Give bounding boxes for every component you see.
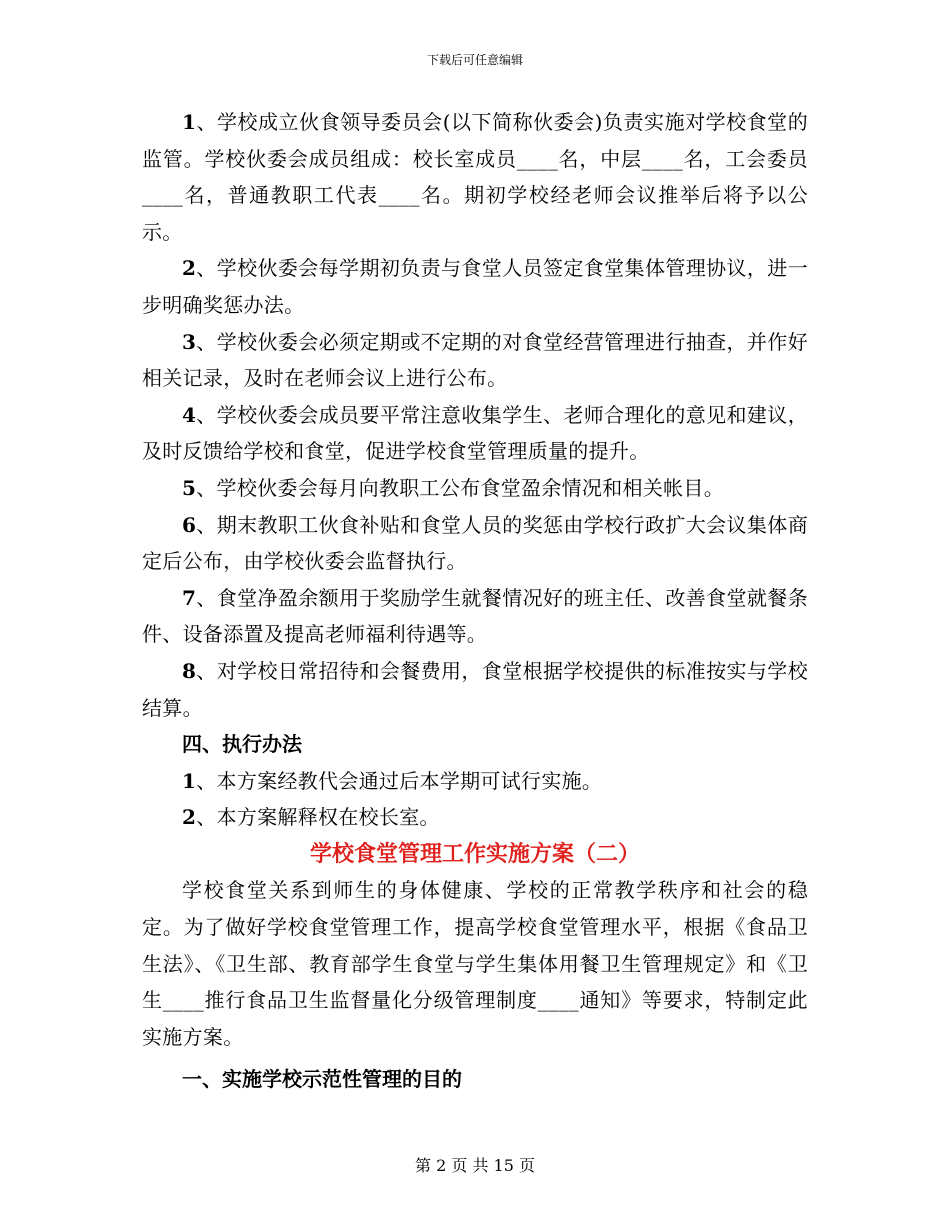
item-text: 、学校伙委会成员要平常注意收集学生、老师合理化的意见和建议，及时反馈给学校和食堂，促进学校食堂管理质量的提升。 (142, 402, 808, 464)
item-number: 1 (182, 768, 197, 793)
intro-paragraph: 学校食堂关系到师生的身体健康、学校的正常教学秩序和社会的稳定。为了做好学校食堂管理工作，提高学校食堂管理水平，根据《食品卫生法》、《卫生部、教育部学生食堂与学生集体用餐卫生管理规定》和《卫生____推行食品卫生监督量化分级管理制度____通知》等要求，特制定此实施方案。 (142, 878, 808, 1049)
section-heading-purpose: 一、实施学校示范性管理的目的 (182, 1067, 462, 1092)
list-item (142, 799, 808, 836)
item-number: 1 (182, 110, 197, 134)
item-text: 、学校伙委会每月向教职工公布食堂盈余情况和相关帐目。 (196, 475, 725, 500)
list-item (142, 104, 808, 250)
item-text: 、期末教职工伙食补贴和食堂人员的奖惩由学校行政扩大会议集体商定后公布，由学校伙委会监督执行。 (142, 512, 808, 574)
document-body (142, 104, 808, 1098)
item-number: 2 (182, 256, 197, 281)
list-item (142, 763, 808, 800)
list-item (142, 250, 808, 323)
item-number: 4 (182, 402, 197, 427)
page-footer: 第 2 页 共 15 页 (415, 1156, 535, 1175)
item-number: 2 (182, 805, 197, 830)
item-number: 8 (182, 658, 197, 683)
item-number: 5 (182, 475, 197, 500)
item-number: 6 (182, 512, 197, 537)
item-text: 、本方案经教代会通过后本学期可试行实施。 (196, 768, 603, 793)
item-text: 、本方案解释权在校长室。 (196, 805, 440, 830)
list-item (142, 653, 808, 726)
section-heading-execution: 四、执行办法 (182, 732, 302, 757)
item-text: 、食堂净盈余额用于奖励学生就餐情况好的班主任、改善食堂就餐条件、设备添置及提高老师福利待遇等。 (142, 585, 808, 647)
page-header: 下载后可任意编辑 (426, 53, 523, 67)
document-title: 学校食堂管理工作实施方案（二） (309, 840, 640, 867)
item-number: 3 (182, 329, 197, 354)
item-text: 、对学校日常招待和会餐费用，食堂根据学校提供的标准按实与学校结算。 (142, 658, 808, 720)
list-item (142, 324, 808, 397)
list-item (142, 580, 808, 653)
list-item (142, 507, 808, 580)
item-text: 、学校成立伙食领导委员会(以下简称伙委会)负责实施对学校食堂的监管。学校伙委会成员组成：校长室成员____名，中层____名，工会委员____名，普通教职工代表____名。期初学校经老师会议推举后将予以公示。 (142, 110, 808, 244)
item-text: 、学校伙委会每学期初负责与食堂人员签定食堂集体管理协议，进一步明确奖惩办法。 (142, 256, 808, 317)
list-item (142, 397, 808, 470)
list-item (142, 470, 808, 507)
item-number: 7 (182, 585, 197, 610)
item-text: 、学校伙委会必须定期或不定期的对食堂经营管理进行抽查，并作好相关记录，及时在老师会议上进行公布。 (142, 329, 808, 391)
